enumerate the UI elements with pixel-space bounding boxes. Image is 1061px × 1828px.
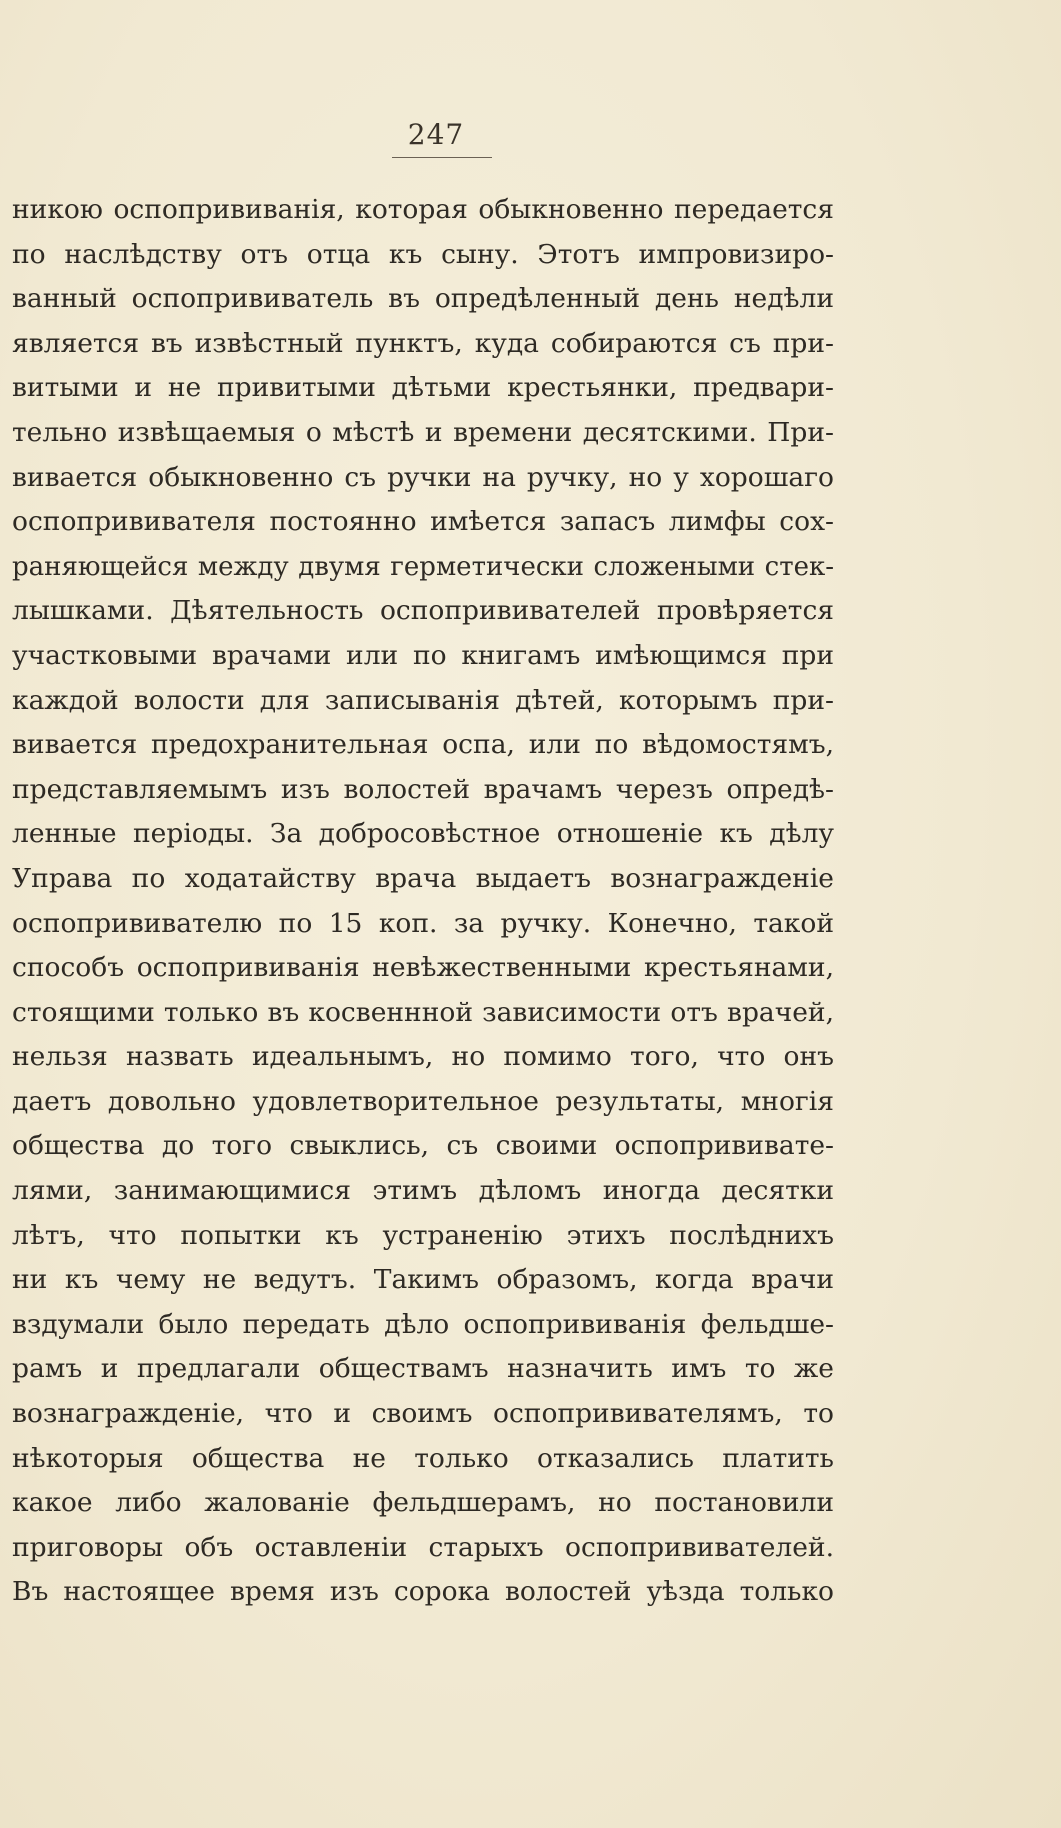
page-number-rule bbox=[392, 157, 492, 158]
text-line: нельзя назвать идеальнымъ, но помимо того, что онъ bbox=[12, 1041, 834, 1073]
text-line: вознагражденіе, что и своимъ оспопрививателямъ, то bbox=[12, 1398, 834, 1430]
text-line: рамъ и предлагали обществамъ назначить имъ то же bbox=[12, 1353, 834, 1385]
text-line: ни къ чему не ведутъ. Такимъ образомъ, когда врачи bbox=[12, 1264, 834, 1296]
page-number: 247 bbox=[407, 118, 465, 151]
text-line: оспопрививателя постоянно имѣется запасъ лимфы сох- bbox=[12, 506, 834, 538]
text-line: лями, занимающимися этимъ дѣломъ иногда десятки bbox=[12, 1175, 834, 1207]
text-line: каждой волости для записыванія дѣтей, которымъ при- bbox=[12, 684, 834, 716]
text-line: ленные періоды. За добросовѣстное отношеніе къ дѣлу bbox=[12, 818, 834, 850]
text-line: способъ оспопрививанія невѣжественными крестьянами, bbox=[12, 952, 834, 984]
text-line: лышками. Дѣятельность оспопрививателей провѣряется bbox=[12, 595, 834, 627]
text-line: вздумали было передать дѣло оспопрививанія фельдше- bbox=[12, 1308, 834, 1340]
text-line: Управа по ходатайству врача выдаетъ вознагражденіе bbox=[12, 862, 834, 894]
text-line: стоящими только въ косвеннной зависимости отъ врачей, bbox=[12, 996, 834, 1028]
text-line: приговоры объ оставленіи старыхъ оспопрививателей. bbox=[12, 1531, 834, 1563]
body-text bbox=[12, 188, 834, 1615]
text-line: лѣтъ, что попытки къ устраненію этихъ послѣднихъ bbox=[12, 1219, 834, 1251]
text-line: раняющейся между двумя герметически сложеными стек- bbox=[12, 551, 834, 582]
text-line: тельно извѣщаемыя о мѣстѣ и времени десятскими. При- bbox=[12, 416, 834, 448]
text-line: участковыми врачами или по книгамъ имѣющимся при bbox=[12, 639, 834, 671]
text-line: вивается обыкновенно съ ручки на ручку, но у хорошаго bbox=[12, 461, 834, 493]
text-line: какое либо жалованіе фельдшерамъ, но постановили bbox=[12, 1487, 834, 1519]
text-line: нѣкоторыя общества не только отказались платить bbox=[12, 1442, 834, 1474]
text-line: ванный оспопрививатель въ опредѣленный день недѣли bbox=[12, 283, 834, 315]
text-line: витыми и не привитыми дѣтьми крестьянки, предвари- bbox=[12, 372, 834, 404]
text-line: Въ настоящее время изъ сорока волостей уѣзда только bbox=[12, 1576, 834, 1608]
text-line: даетъ довольно удовлетворительное результаты, многія bbox=[12, 1085, 834, 1117]
text-line: оспопрививателю по 15 коп. за ручку. Конечно, такой bbox=[12, 907, 834, 939]
text-line: по наслѣдству отъ отца къ сыну. Этотъ импровизиро- bbox=[12, 238, 834, 270]
text-line: общества до того свыклись, съ своими оспопрививате- bbox=[12, 1130, 834, 1162]
text-line: представляемымъ изъ волостей врачамъ черезъ опредѣ- bbox=[12, 773, 834, 805]
text-line: является въ извѣстный пунктъ, куда собираются съ при- bbox=[12, 327, 834, 359]
text-line: вивается предохранительная оспа, или по вѣдомостямъ, bbox=[12, 729, 834, 761]
text-line: никою оспопрививанія, которая обыкновенно передается bbox=[12, 194, 834, 225]
